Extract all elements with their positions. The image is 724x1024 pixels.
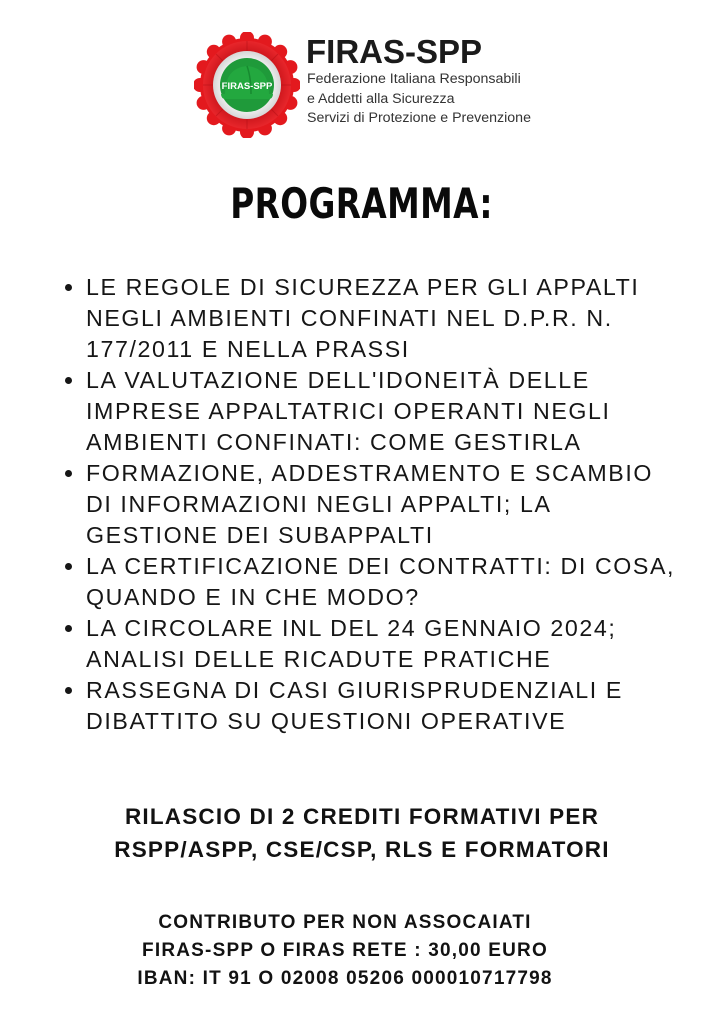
contribution-line: CONTRIBUTO PER NON ASSOCAIATI	[158, 912, 532, 933]
program-item	[62, 675, 702, 737]
credits-line: RSPP/ASPP, CSE/CSP, RLS E FORMATORI	[114, 837, 610, 862]
organization-subtitle-line: Federazione Italiana Responsabili	[307, 71, 521, 87]
contribution-notice	[0, 909, 690, 993]
bullet-icon	[65, 563, 72, 570]
program-item-text: LA CIRCOLARE INL DEL 24 GENNAIO 2024;	[86, 615, 617, 641]
iban-line: IBAN: IT 91 O 02008 05206 000010717798	[137, 968, 553, 989]
program-item-text: ANALISI DELLE RICADUTE PRATICHE	[86, 646, 552, 672]
program-item-text: AMBIENTI CONFINATI: COME GESTIRLA	[86, 429, 582, 455]
organization-subtitle-line: e Addetti alla Sicurezza	[307, 90, 455, 107]
program-item-text: 177/2011 E NELLA PRASSI	[86, 336, 410, 362]
program-item	[62, 272, 702, 365]
program-item-text: LE REGOLE DI SICUREZZA PER GLI APPALTI	[86, 274, 640, 300]
organization-name: FIRAS-SPP	[306, 33, 483, 70]
program-item-text: QUANDO E IN CHE MODO?	[86, 584, 420, 610]
svg-text:FIRAS-SPP: FIRAS-SPP	[221, 81, 273, 92]
program-item-text: NEGLI AMBIENTI CONFINATI NEL D.P.R. N.	[86, 305, 613, 331]
program-item-text: FORMAZIONE, ADDESTRAMENTO E SCAMBIO	[86, 460, 654, 486]
program-item-text: IMPRESE APPALTATRICI OPERANTI NEGLI	[86, 398, 611, 424]
program-item	[62, 551, 702, 613]
organization-subtitle-line: Servizi di Protezione e Prevenzione	[307, 110, 531, 126]
bullet-icon	[65, 377, 72, 384]
program-item-text: GESTIONE DEI SUBAPPALTI	[86, 522, 434, 548]
bullet-icon	[65, 470, 72, 477]
program-item	[62, 613, 702, 675]
contribution-fee-line: FIRAS-SPP O FIRAS RETE : 30,00 EURO	[142, 940, 548, 961]
program-item-text: LA VALUTAZIONE DELL'IDONEITÀ DELLE	[86, 367, 590, 393]
organization-subtitle	[307, 70, 531, 129]
organization-header	[194, 30, 574, 140]
program-item-text: DI INFORMAZIONI NEGLI APPALTI; LA	[86, 491, 552, 517]
program-item-text: RASSEGNA DI CASI GIURISPRUDENZIALI E	[86, 677, 623, 703]
program-list	[62, 272, 702, 737]
bullet-icon	[65, 625, 72, 632]
bullet-icon	[65, 687, 72, 694]
program-item	[62, 365, 702, 458]
credits-notice	[0, 800, 724, 866]
program-item-text: LA CERTIFICAZIONE DEI CONTRATTI: DI COSA,	[86, 553, 676, 579]
rosette-helmet-logo-icon	[194, 32, 300, 138]
bullet-icon	[65, 284, 72, 291]
page-title: PROGRAMMA:	[230, 179, 493, 228]
program-item-text: DIBATTITO SU QUESTIONI OPERATIVE	[86, 708, 567, 734]
program-item	[62, 458, 702, 551]
credits-line: RILASCIO DI 2 CREDITI FORMATIVI PER	[124, 804, 600, 829]
